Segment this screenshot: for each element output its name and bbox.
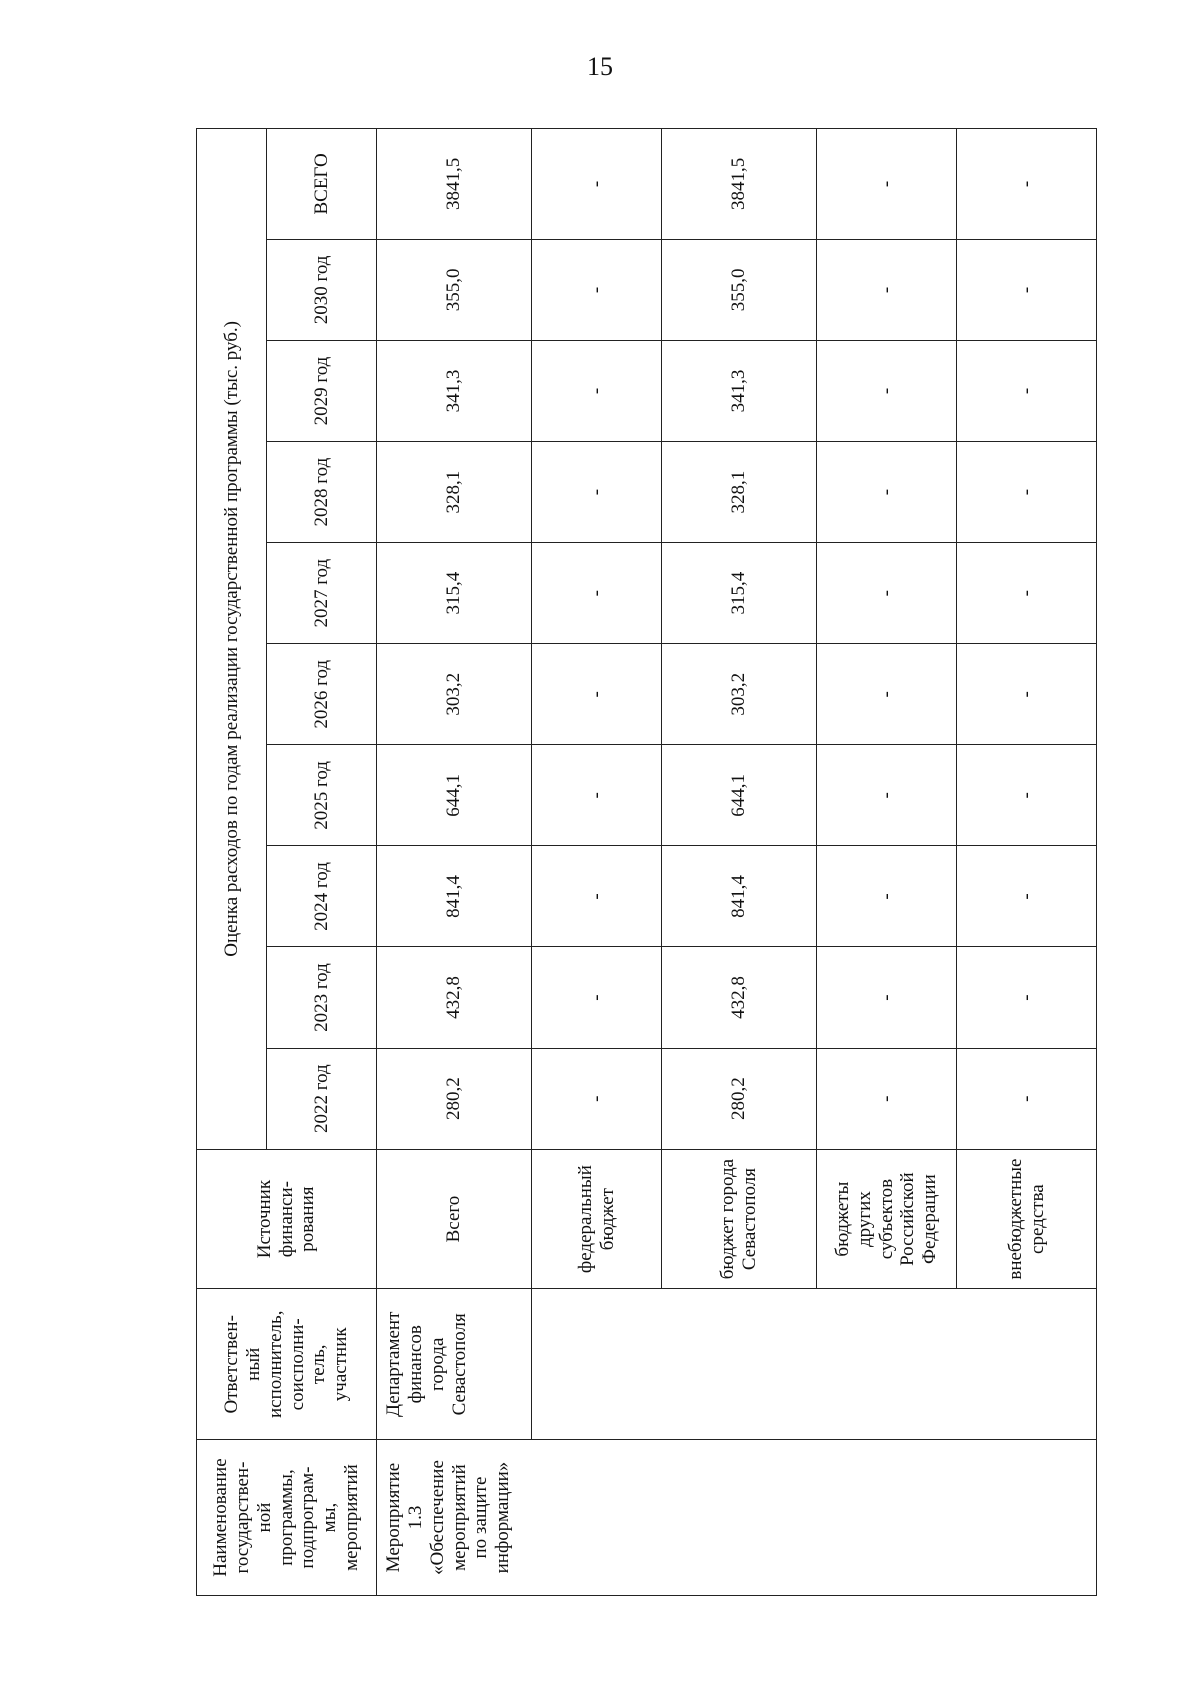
page-number: 15: [587, 52, 613, 81]
value-cell: 644,1: [662, 745, 817, 846]
value-cell: 841,4: [662, 846, 817, 947]
value-cell: 303,2: [377, 644, 532, 745]
value-cell: 341,3: [377, 340, 532, 441]
value-cell: -: [817, 1048, 957, 1149]
value-cell: 280,2: [377, 1048, 532, 1149]
value-cell: -: [957, 846, 1097, 947]
value-cell: -: [817, 442, 957, 543]
header-source-cell: Источник финанси- рования: [197, 1149, 377, 1289]
value-cell: -: [817, 947, 957, 1048]
value-cell: -: [957, 239, 1097, 340]
year-header-cell: 2027 год: [267, 543, 377, 644]
year-header-cell: 2025 год: [267, 745, 377, 846]
value-cell: 341,3: [662, 340, 817, 441]
activity-responsible-cell: Департамент финансов города Севастополя: [377, 1289, 532, 1440]
value-cell: 3841,5: [377, 129, 532, 240]
responsible-empty-cell: [957, 1289, 1097, 1440]
value-cell: -: [957, 745, 1097, 846]
source-cell: Всего: [377, 1149, 532, 1289]
value-cell: -: [957, 129, 1097, 240]
year-header-cell: 2029 год: [267, 340, 377, 441]
year-header-cell: 2024 год: [267, 846, 377, 947]
value-cell: -: [532, 846, 662, 947]
header-responsible-cell: Ответствен- ный исполнитель, соисполни- тель, участник: [197, 1289, 377, 1440]
value-cell: 3841,5: [662, 129, 817, 240]
year-header-cell: 2026 год: [267, 644, 377, 745]
source-cell: федеральный бюджет: [532, 1149, 662, 1289]
source-cell: бюджет города Севастополя: [662, 1149, 817, 1289]
value-cell: 315,4: [377, 543, 532, 644]
value-cell: 328,1: [662, 442, 817, 543]
value-cell: -: [532, 129, 662, 240]
value-cell: 355,0: [377, 239, 532, 340]
value-cell: 280,2: [662, 1048, 817, 1149]
value-cell: -: [532, 947, 662, 1048]
year-header-cell: 2030 год: [267, 239, 377, 340]
activity-name-cell: Мероприятие 1.3 «Обеспечение мероприятий по защите информации»: [377, 1440, 1097, 1596]
value-cell: -: [817, 543, 957, 644]
header-estimate-cell: Оценка расходов по годам реализации государственной программы (тыс. руб.): [197, 129, 267, 1150]
value-cell: 432,8: [662, 947, 817, 1048]
value-cell: 328,1: [377, 442, 532, 543]
value-cell: -: [957, 947, 1097, 1048]
value-cell: 841,4: [377, 846, 532, 947]
value-cell: -: [957, 442, 1097, 543]
value-cell: -: [532, 644, 662, 745]
value-cell: -: [817, 340, 957, 441]
source-cell: внебюджетные средства: [957, 1149, 1097, 1289]
header-name-cell: Наименование государствен- ной программы, подпрограм- мы, мероприятий: [197, 1440, 377, 1596]
value-cell: 303,2: [662, 644, 817, 745]
value-cell: -: [957, 1048, 1097, 1149]
value-cell: -: [532, 745, 662, 846]
value-cell: 432,8: [377, 947, 532, 1048]
year-header-cell: ВСЕГО: [267, 129, 377, 240]
responsible-empty-cell: [532, 1289, 662, 1440]
value-cell: -: [532, 442, 662, 543]
funding-table: [196, 128, 1097, 1596]
source-cell: бюджеты других субъектов Российской Федерации: [817, 1149, 957, 1289]
value-cell: -: [532, 543, 662, 644]
value-cell: 355,0: [662, 239, 817, 340]
value-cell: -: [532, 239, 662, 340]
value-cell: -: [817, 745, 957, 846]
value-cell: -: [957, 644, 1097, 745]
year-header-cell: 2022 год: [267, 1048, 377, 1149]
year-header-cell: 2023 год: [267, 947, 377, 1048]
value-cell: -: [817, 129, 957, 240]
year-header-cell: 2028 год: [267, 442, 377, 543]
responsible-empty-cell: [817, 1289, 957, 1440]
value-cell: -: [532, 340, 662, 441]
value-cell: 644,1: [377, 745, 532, 846]
value-cell: 315,4: [662, 543, 817, 644]
value-cell: -: [957, 340, 1097, 441]
value-cell: -: [957, 543, 1097, 644]
value-cell: -: [817, 846, 957, 947]
responsible-empty-cell: [662, 1289, 817, 1440]
value-cell: -: [817, 644, 957, 745]
value-cell: -: [817, 239, 957, 340]
value-cell: -: [532, 1048, 662, 1149]
rotated-table-area: [196, 128, 1200, 1577]
